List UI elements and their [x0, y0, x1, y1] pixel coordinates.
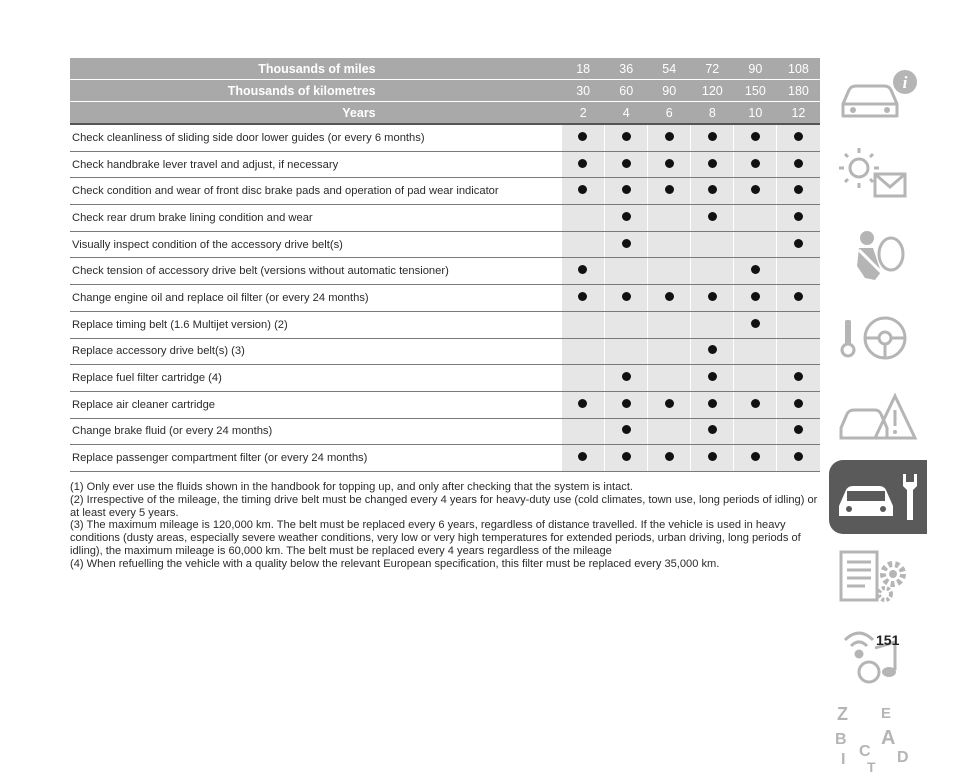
interval-cell — [734, 205, 777, 232]
interval-cell — [691, 311, 734, 338]
index-letters-icon — [829, 700, 927, 774]
scheduled-dot-icon — [622, 185, 631, 194]
scheduled-dot-icon — [665, 399, 674, 408]
scheduled-dot-icon — [794, 399, 803, 408]
interval-cell — [691, 178, 734, 205]
scheduled-dot-icon — [622, 452, 631, 461]
scheduled-dot-icon — [622, 425, 631, 434]
interval-cell — [734, 124, 777, 151]
index-letter-i: I — [841, 751, 846, 768]
interval-cell — [562, 365, 605, 392]
interval-cell — [648, 365, 691, 392]
interval-cell — [734, 258, 777, 285]
scheduled-dot-icon — [708, 345, 717, 354]
interval-cell — [562, 391, 605, 418]
interval-cell — [648, 338, 691, 365]
footnote-4: (4) When refuelling the vehicle with a quality below the relevant European specification, this filter must be replaced every 35,000 km. — [70, 557, 720, 570]
interval-cell — [605, 205, 648, 232]
interval-cell — [562, 285, 605, 312]
interval-cell — [777, 311, 820, 338]
interval-cell — [691, 365, 734, 392]
scheduled-dot-icon — [794, 239, 803, 248]
header-value: 4 — [605, 102, 648, 125]
header-label: Thousands of kilometres — [70, 80, 562, 102]
interval-cell — [691, 151, 734, 178]
table-row — [70, 391, 820, 418]
interval-cell — [605, 258, 648, 285]
interval-cell — [605, 445, 648, 472]
nav-tab-technical-data[interactable] — [829, 540, 927, 614]
maintenance-schedule-table — [70, 58, 820, 472]
task-description: Replace passenger compartment filter (or every 24 months) — [70, 445, 562, 472]
interval-cell — [734, 311, 777, 338]
index-letter-c: C — [859, 743, 871, 760]
table-row — [70, 445, 820, 472]
nav-tab-starting-driving[interactable] — [829, 300, 927, 374]
scheduled-dot-icon — [708, 292, 717, 301]
interval-cell — [605, 365, 648, 392]
maintenance-car-wrench-icon — [829, 460, 927, 534]
task-description: Change brake fluid (or every 24 months) — [70, 418, 562, 445]
interval-cell — [648, 391, 691, 418]
footnote-1: (1) Only ever use the fluids shown in the handbook for topping up, and only after checking that the system is intact. — [70, 481, 634, 493]
interval-cell — [777, 391, 820, 418]
scheduled-dot-icon — [578, 159, 587, 168]
interval-cell — [648, 124, 691, 151]
table-row — [70, 124, 820, 151]
interval-cell — [605, 311, 648, 338]
interval-cell — [562, 178, 605, 205]
interval-cell — [734, 391, 777, 418]
interval-cell — [562, 205, 605, 232]
technical-data-icon — [829, 540, 927, 614]
index-letter-t: T — [867, 759, 876, 774]
warning-lights-icon — [829, 140, 927, 214]
header-value: 120 — [691, 80, 734, 102]
scheduled-dot-icon — [578, 132, 587, 141]
scheduled-dot-icon — [794, 292, 803, 301]
scheduled-dot-icon — [751, 159, 760, 168]
scheduled-dot-icon — [622, 372, 631, 381]
scheduled-dot-icon — [622, 132, 631, 141]
header-label: Thousands of miles — [70, 58, 562, 80]
interval-cell — [691, 418, 734, 445]
scheduled-dot-icon — [751, 399, 760, 408]
header-value: 180 — [777, 80, 820, 102]
scheduled-dot-icon — [708, 185, 717, 194]
nav-tab-maintenance[interactable] — [829, 460, 927, 534]
interval-cell — [648, 231, 691, 258]
scheduled-dot-icon — [622, 159, 631, 168]
scheduled-dot-icon — [578, 399, 587, 408]
header-value: 2 — [562, 102, 605, 125]
task-description: Replace fuel filter cartridge (4) — [70, 365, 562, 392]
scheduled-dot-icon — [751, 265, 760, 274]
scheduled-dot-icon — [665, 452, 674, 461]
scheduled-dot-icon — [708, 399, 717, 408]
interval-cell — [734, 178, 777, 205]
emergency-icon — [829, 380, 927, 454]
table-row — [70, 258, 820, 285]
scheduled-dot-icon — [622, 399, 631, 408]
interval-cell — [777, 285, 820, 312]
interval-cell — [648, 151, 691, 178]
interval-cell — [691, 231, 734, 258]
header-value: 12 — [777, 102, 820, 125]
interval-cell — [777, 178, 820, 205]
scheduled-dot-icon — [751, 319, 760, 328]
interval-cell — [734, 231, 777, 258]
interval-cell — [777, 258, 820, 285]
scheduled-dot-icon — [794, 372, 803, 381]
header-row-kilometres — [70, 80, 820, 102]
interval-cell — [605, 338, 648, 365]
interval-cell — [691, 124, 734, 151]
nav-tab-emergency[interactable] — [829, 380, 927, 454]
scheduled-dot-icon — [578, 452, 587, 461]
index-letter-a: A — [881, 727, 896, 749]
interval-cell — [562, 445, 605, 472]
interval-cell — [562, 258, 605, 285]
scheduled-dot-icon — [578, 185, 587, 194]
scheduled-dot-icon — [665, 132, 674, 141]
interval-cell — [734, 285, 777, 312]
safety-airbag-icon — [829, 220, 927, 294]
task-description: Replace timing belt (1.6 Multijet version) (2) — [70, 311, 562, 338]
scheduled-dot-icon — [794, 452, 803, 461]
header-value: 90 — [648, 80, 691, 102]
interval-cell — [734, 445, 777, 472]
footnotes — [70, 481, 822, 571]
interval-cell — [734, 365, 777, 392]
interval-cell — [648, 205, 691, 232]
header-value: 90 — [734, 58, 777, 80]
interval-cell — [691, 338, 734, 365]
header-value: 36 — [605, 58, 648, 80]
header-value: 18 — [562, 58, 605, 80]
interval-cell — [562, 151, 605, 178]
interval-cell — [777, 418, 820, 445]
interval-cell — [562, 338, 605, 365]
table-row — [70, 311, 820, 338]
scheduled-dot-icon — [578, 292, 587, 301]
scheduled-dot-icon — [665, 159, 674, 168]
interval-cell — [777, 231, 820, 258]
interval-cell — [734, 338, 777, 365]
header-value: 150 — [734, 80, 777, 102]
interval-cell — [605, 285, 648, 312]
interval-cell — [648, 445, 691, 472]
interval-cell — [562, 311, 605, 338]
task-description: Check tension of accessory drive belt (versions without automatic tensioner) — [70, 258, 562, 285]
table-row — [70, 151, 820, 178]
interval-cell — [691, 391, 734, 418]
task-description: Replace air cleaner cartridge — [70, 391, 562, 418]
interval-cell — [777, 205, 820, 232]
task-description: Check handbrake lever travel and adjust, if necessary — [70, 151, 562, 178]
header-value: 10 — [734, 102, 777, 125]
header-value: 54 — [648, 58, 691, 80]
interval-cell — [777, 445, 820, 472]
header-value: 72 — [691, 58, 734, 80]
interval-cell — [562, 231, 605, 258]
header-value: 6 — [648, 102, 691, 125]
scheduled-dot-icon — [751, 452, 760, 461]
interval-cell — [605, 418, 648, 445]
task-description: Check cleanliness of sliding side door lower guides (or every 6 months) — [70, 124, 562, 151]
table-row — [70, 418, 820, 445]
table-row — [70, 365, 820, 392]
header-value: 8 — [691, 102, 734, 125]
scheduled-dot-icon — [708, 159, 717, 168]
scheduled-dot-icon — [708, 212, 717, 221]
scheduled-dot-icon — [622, 239, 631, 248]
index-letter-b: B — [835, 731, 847, 748]
scheduled-dot-icon — [708, 372, 717, 381]
starting-driving-icon — [829, 300, 927, 374]
scheduled-dot-icon — [708, 425, 717, 434]
index-letter-z: Z — [837, 704, 848, 724]
interval-cell — [734, 151, 777, 178]
table-row — [70, 231, 820, 258]
interval-cell — [777, 124, 820, 151]
interval-cell — [648, 311, 691, 338]
scheduled-dot-icon — [794, 159, 803, 168]
header-row-years — [70, 102, 820, 125]
index-letter-d: D — [897, 749, 909, 766]
header-label: Years — [70, 102, 562, 125]
interval-cell — [648, 285, 691, 312]
interval-cell — [648, 418, 691, 445]
footnote-3: (3) The maximum mileage is 120,000 km. The belt must be replaced every 6 years, regardless of distance travelled. If the vehicle is used in heavy conditions (dusty areas, especially severe weather conditions, very low or very high temperatures for extended periods, urban driving, long periods of idling), the maximum mileage is 60,000 km. The belt must be replaced every 4 years regardless of the mileage — [70, 519, 801, 557]
interval-cell — [734, 418, 777, 445]
header-value: 60 — [605, 80, 648, 102]
interval-cell — [691, 205, 734, 232]
scheduled-dot-icon — [622, 292, 631, 301]
header-value: 30 — [562, 80, 605, 102]
interval-cell — [605, 151, 648, 178]
header-value: 108 — [777, 58, 820, 80]
table-row — [70, 178, 820, 205]
interval-cell — [691, 258, 734, 285]
interval-cell — [605, 178, 648, 205]
scheduled-dot-icon — [578, 265, 587, 274]
svg-text:i: i — [902, 73, 908, 92]
interval-cell — [605, 391, 648, 418]
table-row — [70, 205, 820, 232]
scheduled-dot-icon — [708, 452, 717, 461]
table-row — [70, 338, 820, 365]
scheduled-dot-icon — [665, 292, 674, 301]
interval-cell — [605, 124, 648, 151]
task-description: Check condition and wear of front disc brake pads and operation of pad wear indicator — [70, 178, 562, 205]
interval-cell — [691, 445, 734, 472]
nav-tab-warning-lights[interactable] — [829, 140, 927, 214]
interval-cell — [777, 338, 820, 365]
scheduled-dot-icon — [751, 185, 760, 194]
interval-cell — [562, 124, 605, 151]
scheduled-dot-icon — [708, 132, 717, 141]
interval-cell — [648, 258, 691, 285]
scheduled-dot-icon — [751, 292, 760, 301]
table-row — [70, 285, 820, 312]
scheduled-dot-icon — [622, 212, 631, 221]
scheduled-dot-icon — [665, 185, 674, 194]
chapter-side-nav — [829, 60, 927, 780]
task-description: Visually inspect condition of the accessory drive belt(s) — [70, 231, 562, 258]
car-info-icon — [829, 60, 927, 134]
scheduled-dot-icon — [794, 132, 803, 141]
interval-cell — [605, 231, 648, 258]
task-description: Change engine oil and replace oil filter (or every 24 months) — [70, 285, 562, 312]
index-letter-e: E — [881, 705, 892, 722]
footnote-2: (2) Irrespective of the mileage, the timing drive belt must be changed every 4 years for heavy-duty use (cold climates, town use, long periods of idling) or at least every 5 years. — [70, 493, 818, 519]
nav-tab-safety[interactable] — [829, 220, 927, 294]
scheduled-dot-icon — [751, 132, 760, 141]
scheduled-dot-icon — [794, 425, 803, 434]
page-number: 151 — [876, 632, 900, 648]
interval-cell — [777, 365, 820, 392]
interval-cell — [777, 151, 820, 178]
interval-cell — [648, 178, 691, 205]
scheduled-dot-icon — [794, 212, 803, 221]
nav-tab-car-info[interactable] — [829, 60, 927, 134]
task-description: Check rear drum brake lining condition and wear — [70, 205, 562, 232]
task-description: Replace accessory drive belt(s) (3) — [70, 338, 562, 365]
interval-cell — [562, 418, 605, 445]
header-row-miles — [70, 58, 820, 80]
interval-cell — [691, 285, 734, 312]
nav-tab-index[interactable] — [829, 700, 927, 774]
scheduled-dot-icon — [794, 185, 803, 194]
